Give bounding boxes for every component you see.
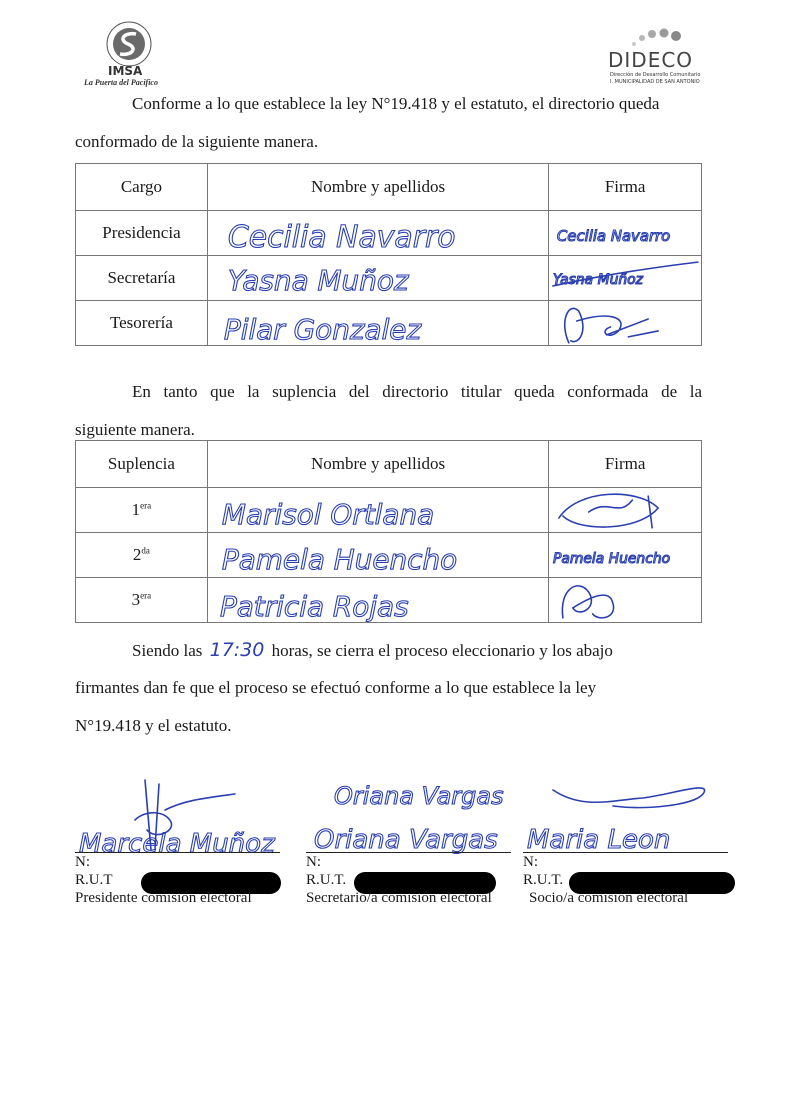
directorio-table: [75, 163, 702, 346]
handwritten-name: Yasna Muñoz: [227, 263, 409, 297]
name-cell: [207, 488, 548, 533]
n-label: N:: [75, 854, 90, 870]
n-label: N:: [523, 854, 538, 870]
handwritten-name: Pamela Huencho: [221, 542, 458, 576]
closing-line-3: N°19.418 y el estatuto.: [75, 716, 232, 735]
imsa-logo: [84, 14, 174, 94]
handwritten-name: Marisol Ortlana: [221, 497, 435, 531]
name-cell: [207, 256, 548, 301]
time-hour: 17: [209, 639, 234, 661]
header-suplencia: Suplencia: [76, 441, 208, 488]
signature: Pamela Huencho: [553, 550, 671, 567]
header-firma: Firma: [549, 164, 702, 211]
role-label: Secretario/a comisión electoral: [306, 890, 492, 906]
name-cell: [207, 533, 548, 578]
table-row: [76, 301, 702, 346]
handwritten-name: Cecilia Navarro: [227, 219, 456, 255]
table-row: [76, 256, 702, 301]
header-firma: Firma: [549, 441, 702, 488]
header-nombre: Nombre y apellidos: [207, 441, 548, 488]
suplente-1-signature-drawing: [549, 488, 701, 532]
rut-label: R.U.T.: [523, 872, 564, 888]
intro-line-2: conformado de la siguiente manera.: [75, 132, 319, 151]
ordinal-number: 2: [132, 545, 142, 564]
suplencia-number: [76, 533, 208, 578]
commission-president-block: [75, 770, 285, 920]
dideco-logo: [604, 26, 724, 86]
suplencia-number: [76, 578, 208, 623]
suplencia-line-2: siguiente manera.: [75, 420, 195, 439]
signature: Cecilia Navarro: [557, 226, 671, 245]
commission-secretary-block: [306, 770, 521, 920]
cargo-cell: Tesorería: [76, 301, 208, 346]
signature: Oriana Vargas: [334, 782, 504, 810]
commission-member-block: [523, 770, 738, 920]
handwritten-name: Pilar Gonzalez: [223, 312, 421, 346]
table-row: [76, 578, 702, 623]
table-row: [76, 211, 702, 256]
name-cell: [207, 301, 548, 346]
suplencia-line-1: En tanto que la suplencia del directorio titular queda conformada de la: [132, 382, 702, 401]
header-cargo: Cargo: [76, 164, 208, 211]
suplente-3-signature-drawing: [549, 578, 701, 622]
firma-cell: [549, 488, 702, 533]
closing-rest: horas, se cierra el proceso eleccionario y los abajo: [271, 641, 613, 660]
dideco-name: DIDECO: [608, 48, 694, 72]
signature-line: [523, 852, 728, 853]
handwritten-name: Patricia Rojas: [219, 589, 409, 623]
firma-cell: [549, 533, 702, 578]
ordinal-number: 1: [131, 500, 141, 519]
role-label: Socio/a comisión electoral: [529, 890, 689, 906]
cargo-cell: Presidencia: [76, 211, 208, 256]
ordinal-suffix: da: [141, 545, 150, 556]
closing-prefix: Siendo las: [132, 641, 203, 660]
firma-cell: [549, 301, 702, 346]
table-row: [76, 533, 702, 578]
ordinal-suffix: era: [140, 590, 152, 601]
name-cell: [207, 211, 548, 256]
rut-label: R.U.T.: [306, 872, 347, 888]
firma-cell: [549, 211, 702, 256]
handwritten-name: Maria Leon: [527, 825, 671, 855]
time-minute: 30: [240, 639, 265, 661]
signature: Yasna Muñoz: [553, 271, 644, 288]
imsa-acronym: IMSA: [108, 64, 143, 78]
tesoreria-signature-drawing: [549, 301, 701, 345]
handwritten-name: Oriana Vargas: [314, 825, 498, 855]
rut-label: R.U.T: [75, 872, 113, 888]
header-nombre: Nombre y apellidos: [207, 164, 548, 211]
handwritten-name: Marcela Muñoz: [79, 829, 275, 859]
ordinal-number: 3: [131, 590, 141, 609]
role-label: Presidente comisión electoral: [75, 890, 252, 906]
closing-line-2: firmantes dan fe que el proceso se efectuó conforme a lo que establece la ley: [75, 678, 597, 697]
intro-line-1: Conforme a lo que establece la ley N°19.418 y el estatuto, el directorio queda: [132, 94, 660, 113]
closing-line-1: [132, 640, 702, 661]
signature-line: [306, 852, 511, 853]
dideco-sub2: I. MUNICIPALIDAD DE SAN ANTONIO: [610, 79, 700, 85]
imsa-tagline: La Puerta del Pacifico: [84, 78, 158, 87]
firma-cell: [549, 256, 702, 301]
signature-line: [75, 852, 280, 853]
member-signature-drawing: [523, 770, 738, 820]
firma-cell: [549, 578, 702, 623]
cargo-cell: Secretaría: [76, 256, 208, 301]
ordinal-suffix: era: [140, 500, 152, 511]
suplencia-table: [75, 440, 702, 623]
name-cell: [207, 578, 548, 623]
dideco-sub1: Dirección de Desarrollo Comunitario: [610, 72, 701, 78]
suplencia-number: [76, 488, 208, 533]
table-row: [76, 488, 702, 533]
time-handwritten: 17:30: [209, 639, 265, 661]
n-label: N:: [306, 854, 321, 870]
